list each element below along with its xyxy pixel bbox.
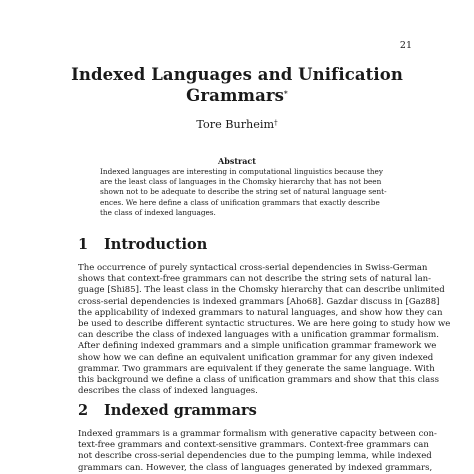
paragraph-line: describes the class of indexed languages. [78, 386, 258, 397]
paragraph-line: text-free grammars and context-sensitive grammars. Context-free grammars can [78, 440, 429, 451]
abstract-line: Indexed languages are interesting in computational linguistics because they [100, 167, 384, 176]
title-footnote-mark[interactable]: * [284, 89, 288, 98]
abstract-body [100, 167, 392, 218]
paragraph-line: be used to describe different syntactic structures. We are here going to study how we [78, 319, 451, 330]
paragraph-line: show how we can define an equivalent unification grammar for any given indexed [78, 352, 434, 363]
author-text: Tore Burheim [196, 118, 275, 131]
abstract-line: the class of indexed languages. [100, 207, 216, 217]
paragraph-line: grammar. Two grammars are equivalent if they generate the same language. With [78, 363, 435, 374]
paragraph-line: After defining indexed grammars and a simple unification grammar framework we [78, 341, 437, 352]
paper-title [50, 64, 424, 106]
author-name [50, 118, 424, 132]
abstract-heading: Abstract [218, 156, 256, 166]
abstract-line: shown not to be adequate to describe the string set of natural language sent- [100, 187, 387, 197]
abstract-line: ences. We here define a class of unification grammars that exactly describe [100, 197, 380, 207]
section-title: Introduction [104, 236, 208, 253]
paragraph-line: The occurrence of purely syntactical cross-serial dependencies in Swiss-German [78, 263, 428, 273]
section-heading-indexed-grammars [78, 402, 257, 420]
paragraph-line: can describe the class of indexed languages with a unification grammar formalism. [78, 330, 439, 341]
indexed-grammars-paragraph [78, 429, 437, 474]
page-number: 21 [399, 40, 412, 51]
paragraph-line: the applicability of indexed grammars to natural languages, and show how they can [78, 307, 443, 318]
paragraph-line: not describe cross-serial dependencies due to the pumping lemma, while indexed [78, 451, 432, 462]
section-heading-introduction [78, 236, 207, 254]
title-line [50, 85, 424, 106]
paragraph-line: cross-serial dependencies is indexed grammars [Aho68]. Gazdar discuss in [Gaz88] [78, 296, 440, 307]
paragraph-line: Indexed grammars is a grammar formalism with generative capacity between con- [78, 429, 437, 439]
abstract-line: are the least class of languages in the Chomsky hierarchy that has not been [100, 177, 382, 187]
section-title: Indexed grammars [104, 402, 257, 419]
title-line-text: Grammars [186, 86, 285, 105]
section-number: 2 [78, 402, 89, 419]
paragraph-line: guage [Shi85]. The least class in the Chomsky hierarchy that can describe unlimited [78, 285, 445, 296]
title-line: Indexed Languages and Unification [71, 65, 403, 84]
paragraph-line: this background we define a class of unification grammars and show that this class [78, 375, 439, 386]
paragraph-line: grammars can. However, the class of languages generated by indexed grammars, [78, 462, 433, 473]
section-number: 1 [78, 236, 89, 253]
author-footnote-mark[interactable]: † [274, 119, 278, 127]
introduction-paragraph [78, 263, 451, 397]
paragraph-line: shows that context-free grammars can not describe the string sets of natural lan- [78, 274, 432, 285]
